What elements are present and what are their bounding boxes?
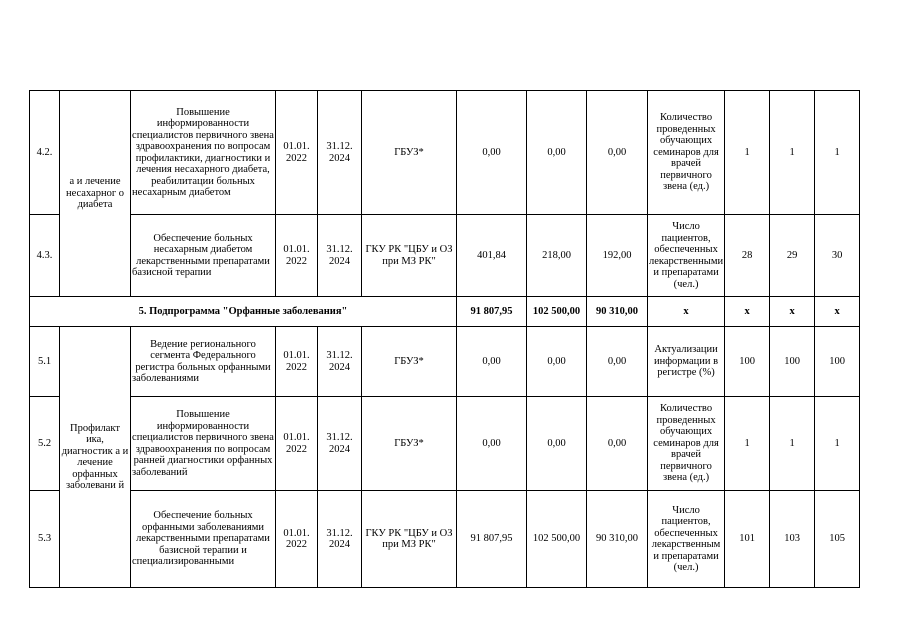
indicator: Актуализации информации в регистре (%) xyxy=(648,327,725,397)
task-name: а и лечение несахарног о диабета xyxy=(60,91,131,297)
table-row xyxy=(30,327,860,397)
indicator: Число пациентов, обеспеченных лекарственным и препаратами (чел.) xyxy=(648,491,725,588)
end-date: 31.12. 2024 xyxy=(318,491,362,588)
activity-description: Ведение регионального сегмента Федерального регистра больных орфанными заболеваниями xyxy=(131,327,276,397)
end-date: 31.12. 2024 xyxy=(318,397,362,491)
value-2024: 1 xyxy=(815,91,860,215)
funding-2023: 0,00 xyxy=(527,397,587,491)
section-total-2022: 91 807,95 xyxy=(457,297,527,327)
start-date: 01.01. 2022 xyxy=(276,397,318,491)
value-2024: 1 xyxy=(815,397,860,491)
funding-2022: 91 807,95 xyxy=(457,491,527,588)
value-2024: 30 xyxy=(815,215,860,297)
activity-description: Обеспечение больных орфанными заболеваниями лекарственными препаратами базисной терапии и специализированными xyxy=(131,491,276,588)
row-number: 5.2 xyxy=(30,397,60,491)
table-row xyxy=(30,215,860,297)
row-number: 5.1 xyxy=(30,327,60,397)
activity-description: Повышение информированности специалистов первичного звена здравоохранения по вопросам ранней диагностики орфанных заболеваний xyxy=(131,397,276,491)
funding-2022: 0,00 xyxy=(457,91,527,215)
row-number: 4.3. xyxy=(30,215,60,297)
value-2022: 1 xyxy=(725,91,770,215)
value-2023: 100 xyxy=(770,327,815,397)
executor: ГКУ РК "ЦБУ и ОЗ при МЗ РК" xyxy=(362,215,457,297)
funding-2024: 0,00 xyxy=(587,327,648,397)
value-2023: 1 xyxy=(770,397,815,491)
funding-2023: 0,00 xyxy=(527,327,587,397)
indicator: Количество проведенных обучающих семинаров для врачей первичного звена (ед.) xyxy=(648,397,725,491)
section-value-mark: x xyxy=(770,297,815,327)
section-value-mark: x xyxy=(725,297,770,327)
start-date: 01.01. 2022 xyxy=(276,491,318,588)
task-name: Профилакт ика, диагностик а и лечение орфанных заболевани й xyxy=(60,327,131,588)
section-total-2024: 90 310,00 xyxy=(587,297,648,327)
indicator: Количество проведенных обучающих семинаров для врачей первичного звена (ед.) xyxy=(648,91,725,215)
start-date: 01.01. 2022 xyxy=(276,91,318,215)
row-number: 5.3 xyxy=(30,491,60,588)
end-date: 31.12. 2024 xyxy=(318,215,362,297)
funding-2022: 0,00 xyxy=(457,397,527,491)
value-2022: 28 xyxy=(725,215,770,297)
value-2023: 103 xyxy=(770,491,815,588)
table-row xyxy=(30,397,860,491)
value-2022: 100 xyxy=(725,327,770,397)
section-total-2023: 102 500,00 xyxy=(527,297,587,327)
value-2022: 1 xyxy=(725,397,770,491)
funding-2022: 0,00 xyxy=(457,327,527,397)
executor: ГКУ РК "ЦБУ и ОЗ при МЗ РК" xyxy=(362,491,457,588)
end-date: 31.12. 2024 xyxy=(318,327,362,397)
funding-2023: 218,00 xyxy=(527,215,587,297)
executor: ГБУЗ* xyxy=(362,327,457,397)
end-date: 31.12. 2024 xyxy=(318,91,362,215)
funding-2024: 90 310,00 xyxy=(587,491,648,588)
value-2022: 101 xyxy=(725,491,770,588)
funding-2024: 192,00 xyxy=(587,215,648,297)
activity-description: Повышение информированности специалистов первичного звена здравоохранения по вопросам профилактики, диагностики и лечения несахарного диабета, реабилитации больных несахарным диабетом xyxy=(131,91,276,215)
funding-2024: 0,00 xyxy=(587,91,648,215)
funding-2024: 0,00 xyxy=(587,397,648,491)
row-number: 4.2. xyxy=(30,91,60,215)
executor: ГБУЗ* xyxy=(362,91,457,215)
section-title: 5. Подпрограмма "Орфанные заболевания" xyxy=(30,297,457,327)
section-indicator-mark: x xyxy=(648,297,725,327)
funding-2023: 0,00 xyxy=(527,91,587,215)
value-2023: 29 xyxy=(770,215,815,297)
executor: ГБУЗ* xyxy=(362,397,457,491)
table-row xyxy=(30,491,860,588)
start-date: 01.01. 2022 xyxy=(276,215,318,297)
section-value-mark: x xyxy=(815,297,860,327)
funding-2023: 102 500,00 xyxy=(527,491,587,588)
funding-2022: 401,84 xyxy=(457,215,527,297)
activity-description: Обеспечение больных несахарным диабетом лекарственными препаратами базисной терапии xyxy=(131,215,276,297)
value-2024: 100 xyxy=(815,327,860,397)
table-row xyxy=(30,91,860,215)
value-2024: 105 xyxy=(815,491,860,588)
indicator: Число пациентов, обеспеченных лекарственными и препаратами (чел.) xyxy=(648,215,725,297)
program-table xyxy=(29,90,860,588)
start-date: 01.01. 2022 xyxy=(276,327,318,397)
section-row xyxy=(30,297,860,327)
value-2023: 1 xyxy=(770,91,815,215)
